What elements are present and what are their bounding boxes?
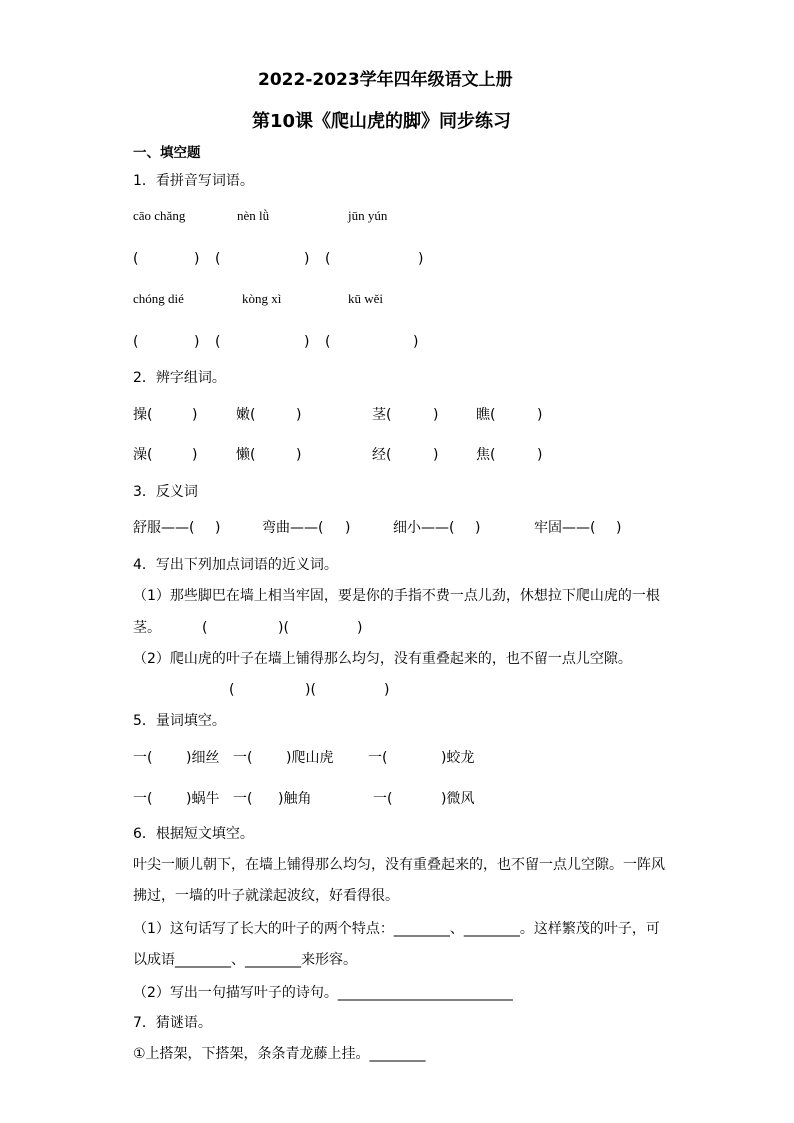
answer-blank-open: (: [215, 251, 221, 267]
question-3-prompt: 3．反义词: [133, 484, 198, 500]
answer-blank-open: (: [202, 620, 208, 636]
word-group-item: 操(: [133, 407, 153, 423]
sentence-1-line-2: 茎。: [133, 620, 161, 636]
antonym-item: 舒服——(: [133, 520, 195, 536]
question-1-prompt: 1．看拼音写词语。: [133, 173, 254, 189]
passage-line-1: 叶尖一顺儿朝下，在墙上铺得那么均匀，没有重叠起来的，也不留一点儿空隙。一阵风: [133, 857, 665, 873]
question-4-prompt: 4．写出下列加点词语的近义词。: [133, 557, 338, 573]
word-group-close: ): [296, 447, 302, 463]
word-group-item: 澡(: [133, 447, 153, 463]
pinyin-item: cāo chǎng: [133, 208, 186, 223]
word-group-close: ): [192, 407, 198, 423]
measure-word-item: )微风: [441, 791, 475, 807]
answer-blank-open: (: [229, 682, 235, 698]
word-group-item: 瞧(: [476, 407, 496, 423]
antonym-item: 细小——(: [393, 520, 455, 536]
answer-blank-open: (: [215, 334, 221, 350]
answer-blank-close: ): [418, 251, 424, 267]
word-group-item: 嫩(: [236, 407, 256, 423]
answer-blank-open: (: [133, 251, 139, 267]
sentence-1-line-1: （1）那些脚巴在墙上相当牢固，要是你的手指不费一点儿劲，休想拉下爬山虎的一根: [133, 588, 660, 604]
measure-word-item: 一(: [233, 750, 253, 766]
word-group-close: ): [192, 447, 198, 463]
page-title: 2022-2023学年四年级语文上册: [258, 70, 513, 90]
measure-word-item: )爬山虎: [286, 750, 334, 766]
page-subtitle: 第10课《爬山虎的脚》同步练习: [252, 111, 512, 132]
measure-word-item: 一(: [373, 791, 393, 807]
antonym-item: 弯曲——(: [262, 520, 324, 536]
measure-word-item: )触角: [278, 791, 312, 807]
word-group-item: 经(: [372, 447, 392, 463]
answer-blank-close: ): [413, 334, 419, 350]
riddle-1: ①上搭架，下搭架，条条青龙藤上挂。________: [133, 1046, 426, 1062]
pinyin-item: jūn yún: [348, 208, 388, 223]
answer-blank-mid: )(: [278, 620, 289, 636]
antonym-item: 牢固——(: [534, 520, 596, 536]
word-group-close: ): [433, 407, 439, 423]
measure-word-item: 一(: [233, 791, 253, 807]
answer-blank-close: ): [194, 251, 200, 267]
question-6-prompt: 6．根据短文填空。: [133, 826, 254, 842]
answer-blank-mid: )(: [305, 682, 316, 698]
measure-word-item: 一(: [133, 750, 153, 766]
word-group-item: 懒(: [236, 447, 256, 463]
question-7-prompt: 7．猜谜语。: [133, 1015, 212, 1031]
word-group-close: ): [537, 447, 543, 463]
answer-blank-close: ): [194, 334, 200, 350]
word-group-close: ): [537, 407, 543, 423]
measure-word-item: 一(: [133, 791, 153, 807]
answer-blank-close: ): [304, 334, 310, 350]
sub-question-1-line-1: （1）这句话写了长大的叶子的两个特点：________、________。这样繁茂的叶子，可: [133, 921, 660, 937]
word-group-close: ): [433, 447, 439, 463]
word-group-item: 焦(: [476, 447, 496, 463]
antonym-close: ): [215, 520, 221, 536]
pinyin-item: kòng xì: [242, 291, 282, 306]
question-5-prompt: 5．量词填空。: [133, 713, 226, 729]
antonym-close: ): [345, 520, 351, 536]
measure-word-item: 一(: [368, 750, 388, 766]
section-heading: 一、填空题: [133, 145, 201, 161]
measure-word-item: )蛟龙: [441, 750, 475, 766]
measure-word-item: )蜗牛: [186, 791, 220, 807]
sub-question-2: （2）写出一句描写叶子的诗句。_________________________: [133, 985, 513, 1001]
sub-question-1-line-2: 以成语________、________来形容。: [133, 952, 357, 968]
pinyin-item: nèn lǜ: [237, 208, 270, 223]
sentence-2-line-1: （2）爬山虎的叶子在墙上铺得那么均匀，没有重叠起来的，也不留一点儿空隙。: [133, 651, 632, 667]
measure-word-item: )细丝: [186, 750, 220, 766]
pinyin-item: chóng dié: [133, 291, 184, 306]
antonym-close: ): [616, 520, 622, 536]
question-2-prompt: 2．辨字组词。: [133, 370, 226, 386]
answer-blank-open: (: [325, 251, 331, 267]
passage-line-2: 拂过，一墙的叶子就漾起波纹，好看得很。: [133, 888, 399, 904]
answer-blank-open: (: [325, 334, 331, 350]
answer-blank-close: ): [357, 620, 363, 636]
pinyin-item: kū wěi: [348, 291, 384, 306]
answer-blank-close: ): [304, 251, 310, 267]
answer-blank-open: (: [133, 334, 139, 350]
word-group-item: 茎(: [372, 407, 392, 423]
word-group-close: ): [296, 407, 302, 423]
antonym-close: ): [475, 520, 481, 536]
answer-blank-close: ): [384, 682, 390, 698]
